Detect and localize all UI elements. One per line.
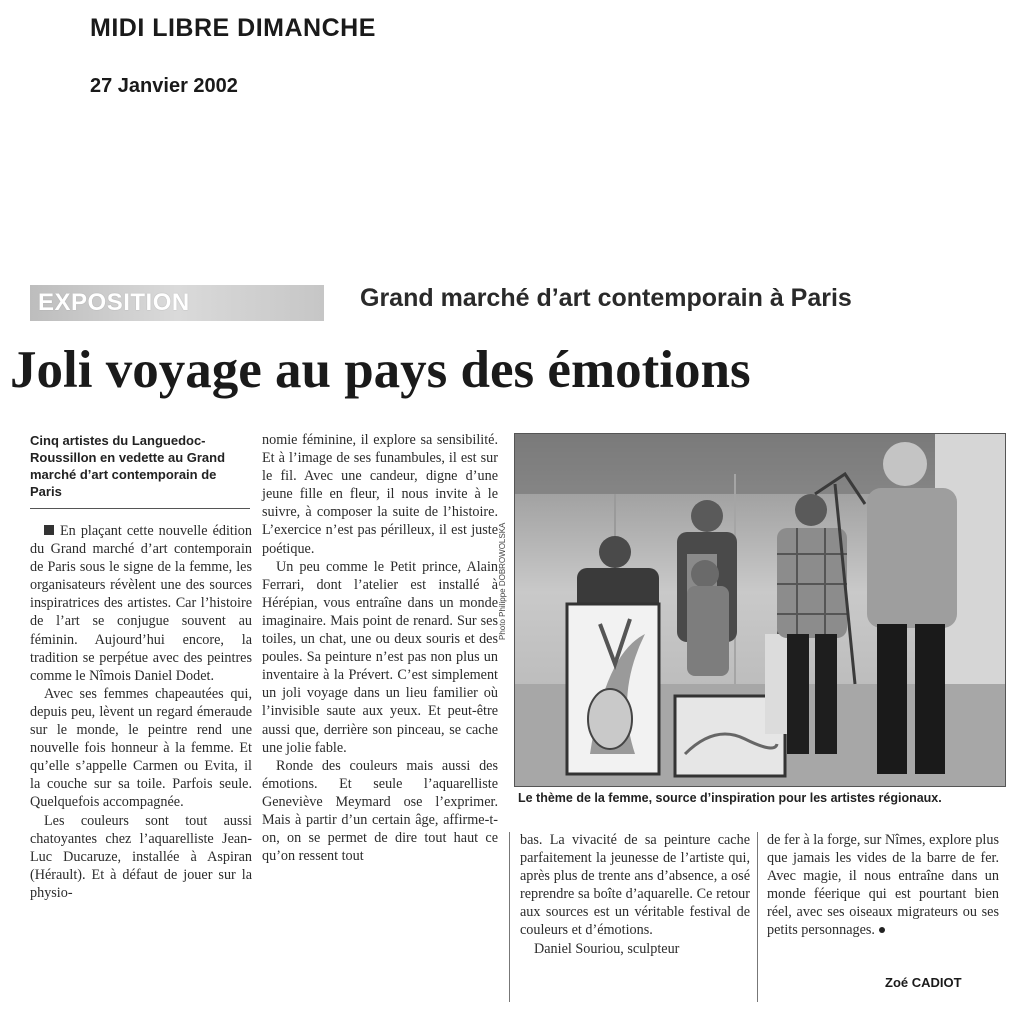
end-mark-icon: [879, 927, 885, 933]
column-divider: [509, 832, 510, 1002]
bullet-square-icon: [44, 525, 54, 535]
paragraph: nomie féminine, il explore sa sensibilité. Et à l’image de ses funambules, il est sur le fil. Avec une candeur, digne d’une jeune fille en fleur, il nous invite à le suivre, à composer la suite de l’histoire. L’exercice n’est pas périlleux, il est juste poétique.: [262, 432, 498, 557]
article-author: Zoé CADIOT: [885, 975, 962, 990]
paragraph: Daniel Souriou, sculpteur: [534, 940, 680, 957]
column-1: [30, 522, 252, 902]
article-headline: Joli voyage au pays des émotions: [10, 341, 751, 399]
article-deck: Cinq artistes du Languedoc-Roussillon en vedette au Grand marché d’art contemporain de Paris: [30, 432, 250, 509]
publication-date: 27 Janvier 2002: [90, 75, 238, 97]
rubric-banner: EXPOSITION: [30, 285, 324, 321]
column-3: [520, 831, 750, 958]
paragraph: [767, 831, 999, 940]
column-4: [767, 831, 999, 940]
paragraph: Avec ses femmes chapeautées qui, depuis peu, lèvent un regard émeraude sur le monde, le peintre rend une nouvelle fois honneur à la femme. Et qu’elle s’appelle Carmen ou Evita, il la couche sur sa toile. Parfois seule. Quelquefois accompagnée.: [30, 685, 252, 811]
photo-caption: Le thème de la femme, source d’inspiration pour les artistes régionaux.: [518, 791, 942, 805]
article-overline: Grand marché d’art contemporain à Paris: [360, 284, 852, 312]
paragraph-text: En plaçant cette nouvelle édition du Grand marché d’art contemporain de Paris sous le signe de la femme, les organisateurs révèlent une des sources inspiratrices des artistes. Car l’histoire de l’art se conjugue souvent au féminin. Aujourd’hui encore, la tradition se perpétue avec des peintres comme le Nîmois Daniel Dodet.: [30, 523, 252, 684]
article-photo: [514, 433, 1006, 787]
column-divider: [757, 832, 758, 1002]
column-2: [262, 431, 498, 865]
photo-credit: Photo Philippe DOBROWOLSKA: [498, 522, 507, 640]
gallery-scene-image: [515, 434, 1005, 786]
paragraph: Ronde des couleurs mais aussi des émotions. Et seule l’aquarelliste Geneviève Meymard ose l’exprimer. Mais à partir d’un certain âge, affirme-t-on, on se permet de dire tout haut ce qu’on ressent tout: [262, 757, 498, 865]
paragraph: [30, 522, 252, 685]
paragraph-text: de fer à la forge, sur Nîmes, explore plus que jamais les vides de la barre de fer. Avec magie, il nous entraîne dans un monde féerique qui est pourtant bien réel, avec ses oiseaux migrateurs ou ses petits personnages.: [767, 832, 999, 939]
paragraph: Les couleurs sont tout aussi chatoyantes chez l’aquarelliste Jean-Luc Ducaruze, installée à Aspiran (Hérault). Et à défaut de jouer sur la physio-: [30, 812, 252, 901]
paragraph: Un peu comme le Petit prince, Alain Ferrari, dont l’atelier est installé à Hérépian, vous entraîne dans un monde imaginaire. Mais point de renard. Sur ses toiles, un chat, une ou deux souris et des poules. Sa peinture n’est pas non plus un inventaire à la Prévert. C’est simplement un joli voyage dans un lieu familier où l’invisible saute aux yeux. Et peut-être aussi que, derrière son pinceau, se cache une jolie fable.: [262, 558, 498, 756]
paragraph: bas. La vivacité de sa peinture cache parfaitement la jeunesse de l’artiste qui, après plus de trente ans d’absence, a osé reprendre sa boîte d’aquarelle. Ce retour aux sources est un véritable festival de couleurs et d’émotions.: [520, 832, 750, 939]
publication-name: MIDI LIBRE DIMANCHE: [90, 14, 376, 42]
